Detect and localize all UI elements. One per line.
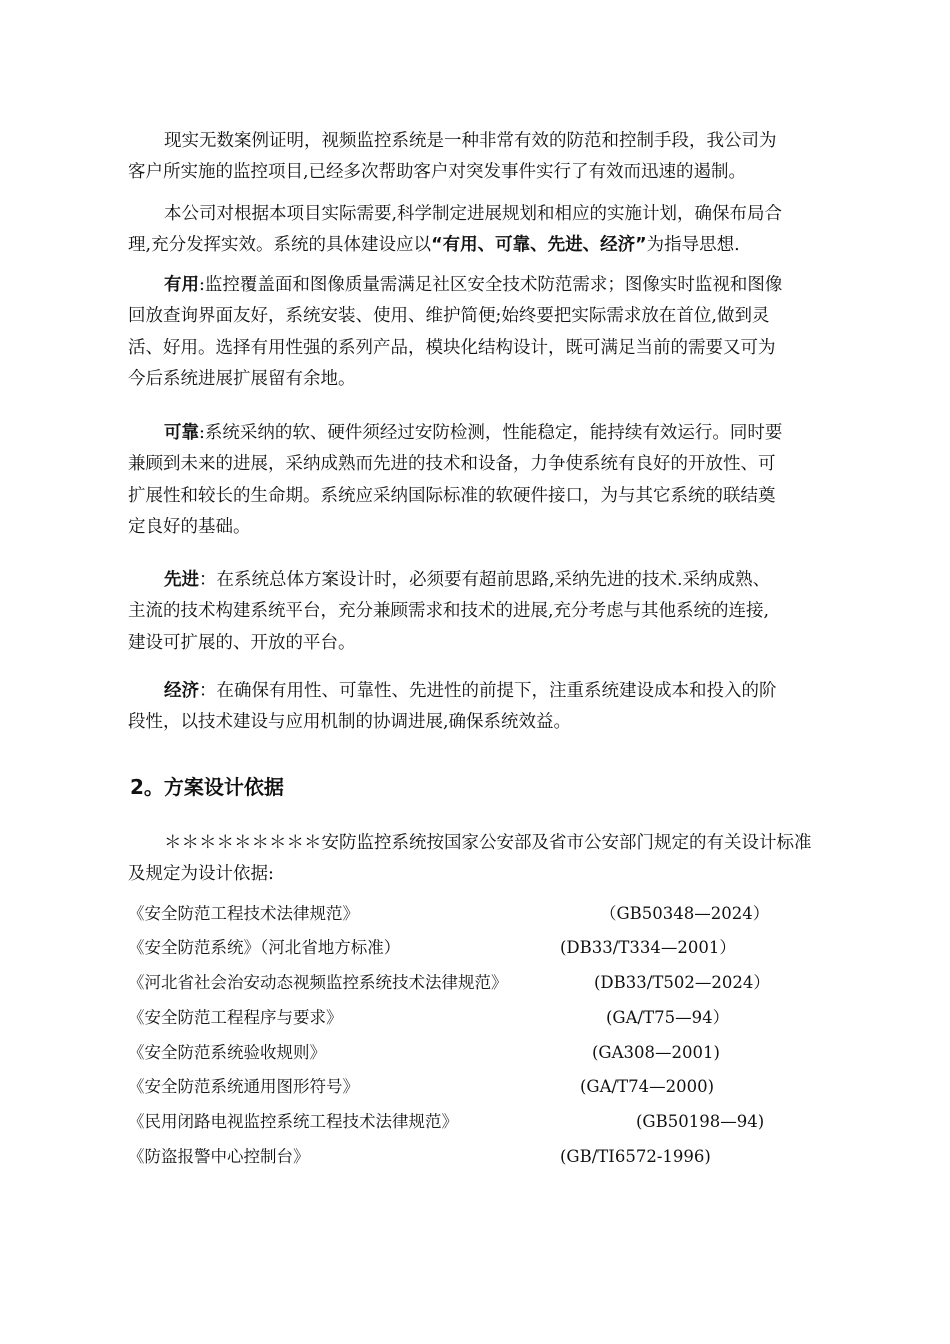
text-line: 客户所实施的监控项目,已经多次帮助客户对突发事件实行了有效而迅速的遏制。 bbox=[128, 162, 747, 183]
text-line: 本公司对根据本项目实际需要,科学制定进展规划和相应的实施计划，确保布局合 bbox=[164, 204, 783, 224]
text-line: 定良好的基础。 bbox=[128, 517, 251, 538]
standard-code: (GA308—2001) bbox=[592, 1043, 720, 1062]
text-line: 活、好用。选择有用性强的系列产品，模块化结构设计，既可满足当前的需要又可为 bbox=[128, 337, 776, 358]
text-line bbox=[128, 418, 852, 449]
text-segment: 理,充分发挥实效。系统的具体建设应以 bbox=[128, 235, 432, 256]
standard-name: 《安全防范系统通用图形符号》 bbox=[128, 1077, 359, 1096]
section-heading: 2。方案设计依据 bbox=[130, 775, 284, 799]
text-segment: ：在系统总体方案设计时，必须要有超前思路,采纳先进的技术.采纳成熟、 bbox=[199, 570, 771, 590]
text-line bbox=[128, 270, 852, 301]
standard-code: （GB50348—2024） bbox=[600, 904, 770, 923]
standard-code: (GB/TI6572-1996) bbox=[560, 1147, 711, 1166]
paragraph-economical bbox=[128, 676, 852, 739]
term-label: 经济 bbox=[164, 681, 199, 701]
text-line: 主流的技术构建系统平台，充分兼顾需求和技术的进展,充分考虑与其他系统的连接, bbox=[128, 601, 770, 622]
text-segment: 为指导思想. bbox=[646, 235, 740, 256]
term-label: 可靠 bbox=[164, 423, 199, 443]
standard-name: 《安全防范系统验收规则》 bbox=[128, 1043, 326, 1062]
text-line bbox=[128, 230, 852, 261]
text-line: 兼顾到未来的进展，采纳成熟而先进的技术和设备，力争使系统有良好的开放性、可 bbox=[128, 454, 776, 475]
text-line: ＊＊＊＊＊＊＊＊＊安防监控系统按国家公安部及省市公安部门规定的有关设计标准 bbox=[164, 833, 812, 853]
guiding-principles: “有用、可靠、先进、经济” bbox=[431, 235, 647, 256]
standard-name: 《防盗报警中心控制台》 bbox=[128, 1147, 310, 1166]
text-line: 及规定为设计依据: bbox=[128, 864, 274, 885]
text-segment: :系统采纳的软、硬件须经过安防检测，性能稳定，能持续有效运行。同时要 bbox=[199, 423, 783, 443]
standard-name: 《安全防范工程程序与要求》 bbox=[128, 1008, 343, 1027]
standard-code: (GA/T74—2000) bbox=[580, 1077, 715, 1096]
standard-code: (GA/T75—94） bbox=[606, 1008, 730, 1027]
text-line bbox=[128, 565, 852, 596]
standard-code: (DB33/T502—2024） bbox=[594, 973, 770, 992]
text-line: 建设可扩展的、开放的平台。 bbox=[128, 632, 356, 653]
standard-code: (DB33/T334—2001） bbox=[560, 938, 736, 957]
paragraph-intro bbox=[128, 126, 852, 189]
text-segment: :监控覆盖面和图像质量需满足社区安全技术防范需求；图像实时监视和图像 bbox=[199, 275, 783, 295]
text-line bbox=[128, 676, 852, 707]
text-line: 回放查询界面友好，系统安装、使用、维护简便;始终要把实际需求放在首位,做到灵 bbox=[128, 306, 770, 327]
paragraph-guideline bbox=[128, 199, 852, 262]
standard-name: 《民用闭路电视监控系统工程技术法律规范》 bbox=[128, 1112, 458, 1131]
text-line: 现实无数案例证明，视频监控系统是一种非常有效的防范和控制手段，我公司为 bbox=[164, 131, 777, 151]
text-line: 段性，以技术建设与应用机制的协调进展,确保系统效益。 bbox=[128, 712, 572, 733]
term-label: 有用 bbox=[164, 275, 199, 295]
standard-name: 《安全防范系统》（河北省地方标准） bbox=[128, 938, 401, 957]
paragraph-useful bbox=[128, 270, 852, 396]
standard-name: 《河北省社会治安动态视频监控系统技术法律规范》 bbox=[128, 973, 508, 992]
text-line: 扩展性和较长的生命期。系统应采纳国际标准的软硬件接口，为与其它系统的联结奠 bbox=[128, 485, 776, 506]
standard-code: (GB50198—94) bbox=[636, 1112, 765, 1131]
text-line: 今后系统进展扩展留有余地。 bbox=[128, 369, 356, 390]
standard-name: 《安全防范工程技术法律规范》 bbox=[128, 904, 359, 923]
term-label: 先进 bbox=[164, 570, 199, 590]
text-segment: ：在确保有用性、可靠性、先进性的前提下，注重系统建设成本和投入的阶 bbox=[199, 681, 777, 701]
paragraph-advanced bbox=[128, 565, 852, 659]
paragraph-reliable bbox=[128, 418, 852, 544]
paragraph-basis-intro bbox=[128, 828, 852, 891]
